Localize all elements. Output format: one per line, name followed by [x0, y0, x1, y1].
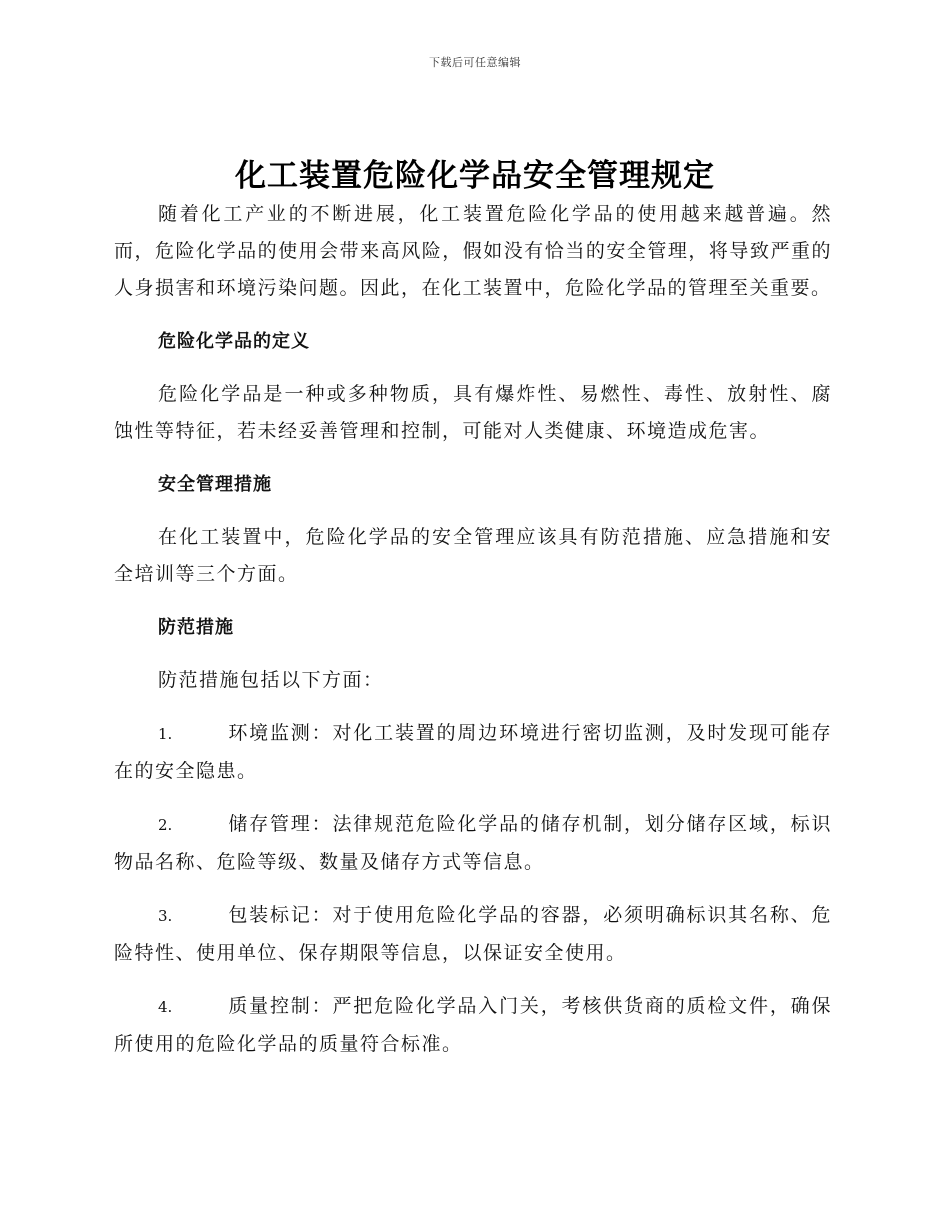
section-heading-prevention: 防范措施 [158, 617, 234, 638]
intro-paragraph: 随着化工产业的不断进展，化工装置危险化学品的使用越来越普遍。然而，危险化学品的使用会带来高风险，假如没有恰当的安全管理，将导致严重的人身损害和环境污染问题。因此，在化工装置中，危险化学品的管理至关重要。 [114, 203, 832, 299]
document-body [114, 196, 832, 1063]
safety-paragraph: 在化工装置中，危险化学品的安全管理应该具有防范措施、应急措施和安全培训等三个方面。 [114, 526, 832, 585]
prevention-lead: 防范措施包括以下方面： [158, 669, 384, 691]
definition-paragraph: 危险化学品是一种或多种物质，具有爆炸性、易燃性、毒性、放射性、腐蚀性等特征，若未经妥善管理和控制，可能对人类健康、环境造成危害。 [114, 383, 832, 442]
list-item-text: 环境监测：对化工装置的周边环境进行密切监测，及时发现可能存在的安全隐患。 [114, 722, 832, 782]
list-item [114, 988, 832, 1063]
list-item-text: 质量控制：严把危险化学品入门关，考核供货商的质检文件，确保所使用的危险化学品的质量符合标准。 [114, 995, 832, 1055]
header-note: 下载后可任意编辑 [429, 56, 521, 69]
list-item-number: 2. [158, 816, 173, 834]
list-item [114, 897, 832, 972]
list-item [114, 715, 832, 790]
list-item [114, 806, 832, 881]
list-item-text: 储存管理：法律规范危险化学品的储存机制，划分储存区域，标识物品名称、危险等级、数量及储存方式等信息。 [114, 813, 832, 873]
list-item-number: 1. [158, 725, 173, 743]
section-heading-safety: 安全管理措施 [158, 474, 272, 495]
section-heading-definition: 危险化学品的定义 [158, 331, 310, 352]
list-item-number: 4. [158, 998, 173, 1016]
document-title: 化工装置危险化学品安全管理规定 [235, 158, 715, 194]
list-item-number: 3. [158, 907, 173, 925]
list-item-text: 包装标记：对于使用危险化学品的容器，必须明确标识其名称、危险特性、使用单位、保存期限等信息，以保证安全使用。 [114, 904, 832, 964]
